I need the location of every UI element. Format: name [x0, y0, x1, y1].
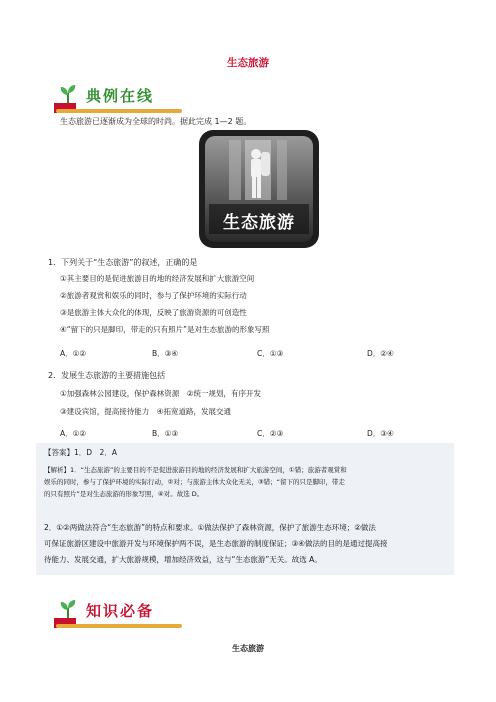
q1-stem: 1．下列关于“生态旅游”的叙述，正确的是 — [48, 258, 198, 267]
explanation-2-line-2: 可保证旅游区建设中旅游开发与环境保护两不误，是生态旅游的制度保证；③④做法的目的是通过提高接 — [44, 539, 388, 548]
q1-item-3: ③是旅游主体大众化的体现，反映了旅游资源的可创造性 — [60, 308, 247, 317]
explanation-1-line-3: 的只有照片”是对生态旅游的形象写照，④对。故选 D。 — [44, 490, 204, 498]
q2-choice-b: B．①③ — [152, 429, 179, 438]
intro-text: 生态旅游已逐渐成为全球的时尚。据此完成 1—2 题。 — [60, 117, 252, 126]
q1-choice-d: D．②④ — [367, 349, 394, 358]
page-title: 生态旅游 — [227, 57, 269, 69]
q2-choice-d: D．③④ — [367, 429, 394, 438]
banner-underline — [56, 624, 182, 628]
explanation-1-line-2: 娱乐的同时，参与了保护环境的实际行动，②对；与旅游主体大众化无关，③错；“留下的只是脚印，带走 — [44, 478, 346, 486]
explanation-1-line-1: 【解析】1．“生态旅游”的主要目的不是促进旅游目的地的经济发展和扩大旅游空间，①错；旅游者观赏和 — [44, 466, 347, 474]
explanation-1 — [44, 464, 446, 500]
banner-underline — [56, 109, 182, 113]
answer-line: 【答案】1．D 2．A — [44, 448, 117, 457]
q1-choice-a: A．①② — [60, 349, 87, 358]
q2-choice-c: C．②③ — [257, 429, 284, 438]
section-banner-knowledge — [48, 598, 178, 630]
q1-item-4: ④“留下的只是脚印，带走的只有照片”是对生态旅游的形象写照 — [60, 325, 270, 334]
banner-label: 知识必备 — [86, 602, 155, 620]
q2-stem: 2．发展生态旅游的主要措施包括 — [48, 371, 166, 380]
banner-label: 典例在线 — [86, 87, 155, 105]
image-caption: 生态旅游 — [223, 213, 295, 233]
q1-choice-b: B．③④ — [152, 349, 179, 358]
q1-item-2: ②旅游者观赏和娱乐的同时，参与了保护环境的实际行动 — [60, 291, 247, 300]
q1-choice-c: C．①③ — [257, 349, 284, 358]
explanation-2-line-1: 2．①②两做法符合“生态旅游”的特点和要求。①做法保护了森林资源，保护了旅游生态环境；②做法 — [44, 523, 376, 532]
explanation-2 — [44, 520, 446, 568]
q2-item-2: ③建设宾馆，提高接待能力 ④拓宽道路，发展交通 — [60, 407, 231, 416]
section-banner-examples — [48, 83, 178, 115]
section-title: 生态旅游 — [232, 644, 264, 653]
explanation-2-line-3: 待能力、发展交通，扩大旅游规模，增加经济效益，这与“生态旅游”无关。故选 A。 — [44, 555, 322, 564]
q2-choice-a: A．①② — [60, 429, 87, 438]
q1-item-1: ①其主要目的是促进旅游目的地的经济发展和扩大旅游空间 — [60, 274, 255, 283]
q2-item-1: ①加强森林公园建设，保护森林资源 ②统一规划，有序开发 — [60, 389, 261, 398]
